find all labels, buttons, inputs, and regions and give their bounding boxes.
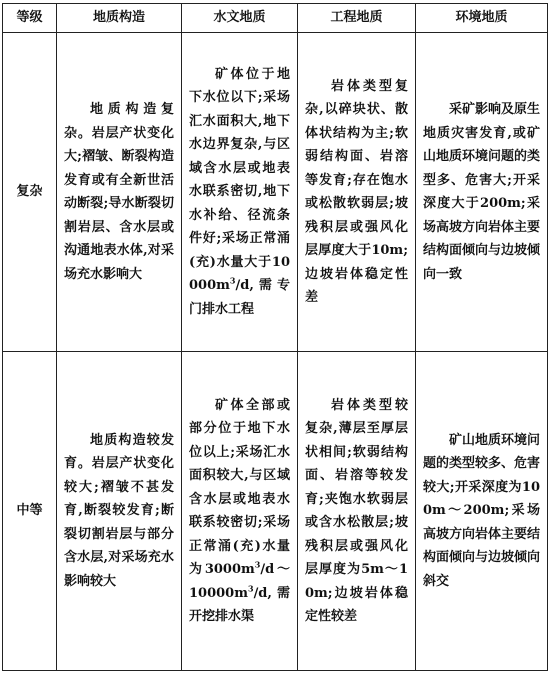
engineering-cell: 岩体类型复杂,以碎块状、散体状结构为主;软弱结构面、岩溶等发育;存在饱水或松散软弱层;坡残积层或强风化层厚度大于10m;边坡岩体稳定性差 bbox=[298, 33, 416, 352]
geology-grade-table bbox=[2, 3, 548, 671]
hydro-text-a: 矿体全部或部分位于地下水位以上;采场汇水面积较大,与区域含水层或地表水联系较密切;采场正常涌(充)水量为3000m bbox=[189, 397, 290, 577]
table-row bbox=[3, 33, 548, 352]
header-engineering: 工程地质 bbox=[298, 4, 416, 33]
hydro-text-b: /d,需专门排水工程 bbox=[189, 278, 290, 317]
header-geology: 地质构造 bbox=[57, 4, 182, 33]
header-row bbox=[3, 4, 548, 33]
hydro-superscript-2: 3 bbox=[247, 583, 254, 594]
grade-cell: 复杂 bbox=[3, 33, 57, 352]
header-hydrogeology: 水文地质 bbox=[182, 4, 298, 33]
geology-cell: 地质构造较发育。岩层产状变化较大;褶皱不甚发育,断裂较发育;断裂切割岩层与部分含水层,对采场充水影响较大 bbox=[57, 352, 182, 671]
hydro-text-mid: /d～10000m bbox=[189, 562, 291, 601]
hydro-superscript: 3 bbox=[229, 275, 236, 286]
engineering-cell: 岩体类型较复杂,薄层至厚层状相间;软弱结构面、岩溶等较发育;夹饱水软弱层或含水松散层;坡残积层或强风化层厚度为5m～10m;边坡岩体稳定性较差 bbox=[298, 352, 416, 671]
environment-cell: 采矿影响及原生地质灾害发育,或矿山地质环境问题的类型多、危害大;开采深度大于200m;采场高坡方向岩体主要结构面倾向与边坡倾向一致 bbox=[416, 33, 548, 352]
geology-cell: 地质构造复杂。岩层产状变化大;褶皱、断裂构造发育或有全新世活动断裂;导水断裂切割岩层、含水层或沟通地表水体,对采场充水影响大 bbox=[57, 33, 182, 352]
header-grade: 等级 bbox=[3, 4, 57, 33]
grade-cell: 中等 bbox=[3, 352, 57, 671]
table-row bbox=[3, 352, 548, 671]
header-environment: 环境地质 bbox=[416, 4, 548, 33]
hydro-superscript: 3 bbox=[254, 559, 261, 570]
hydro-text-b: /d,需开挖排水渠 bbox=[189, 585, 290, 624]
hydrogeology-cell bbox=[182, 33, 298, 352]
hydro-text-a: 矿体位于地下水位以下;采场汇水面积大,地下水边界复杂,与区域含水层或地表水联系密切,地下水补给、径流条件好;采场正常涌(充)水量大于10000m bbox=[189, 66, 290, 294]
environment-cell: 矿山地质环境问题的类型较多、危害较大;开采深度为100m～200m;采场高坡方向岩体主要结构面倾向与边坡倾向斜交 bbox=[416, 352, 548, 671]
hydrogeology-cell bbox=[182, 352, 298, 671]
